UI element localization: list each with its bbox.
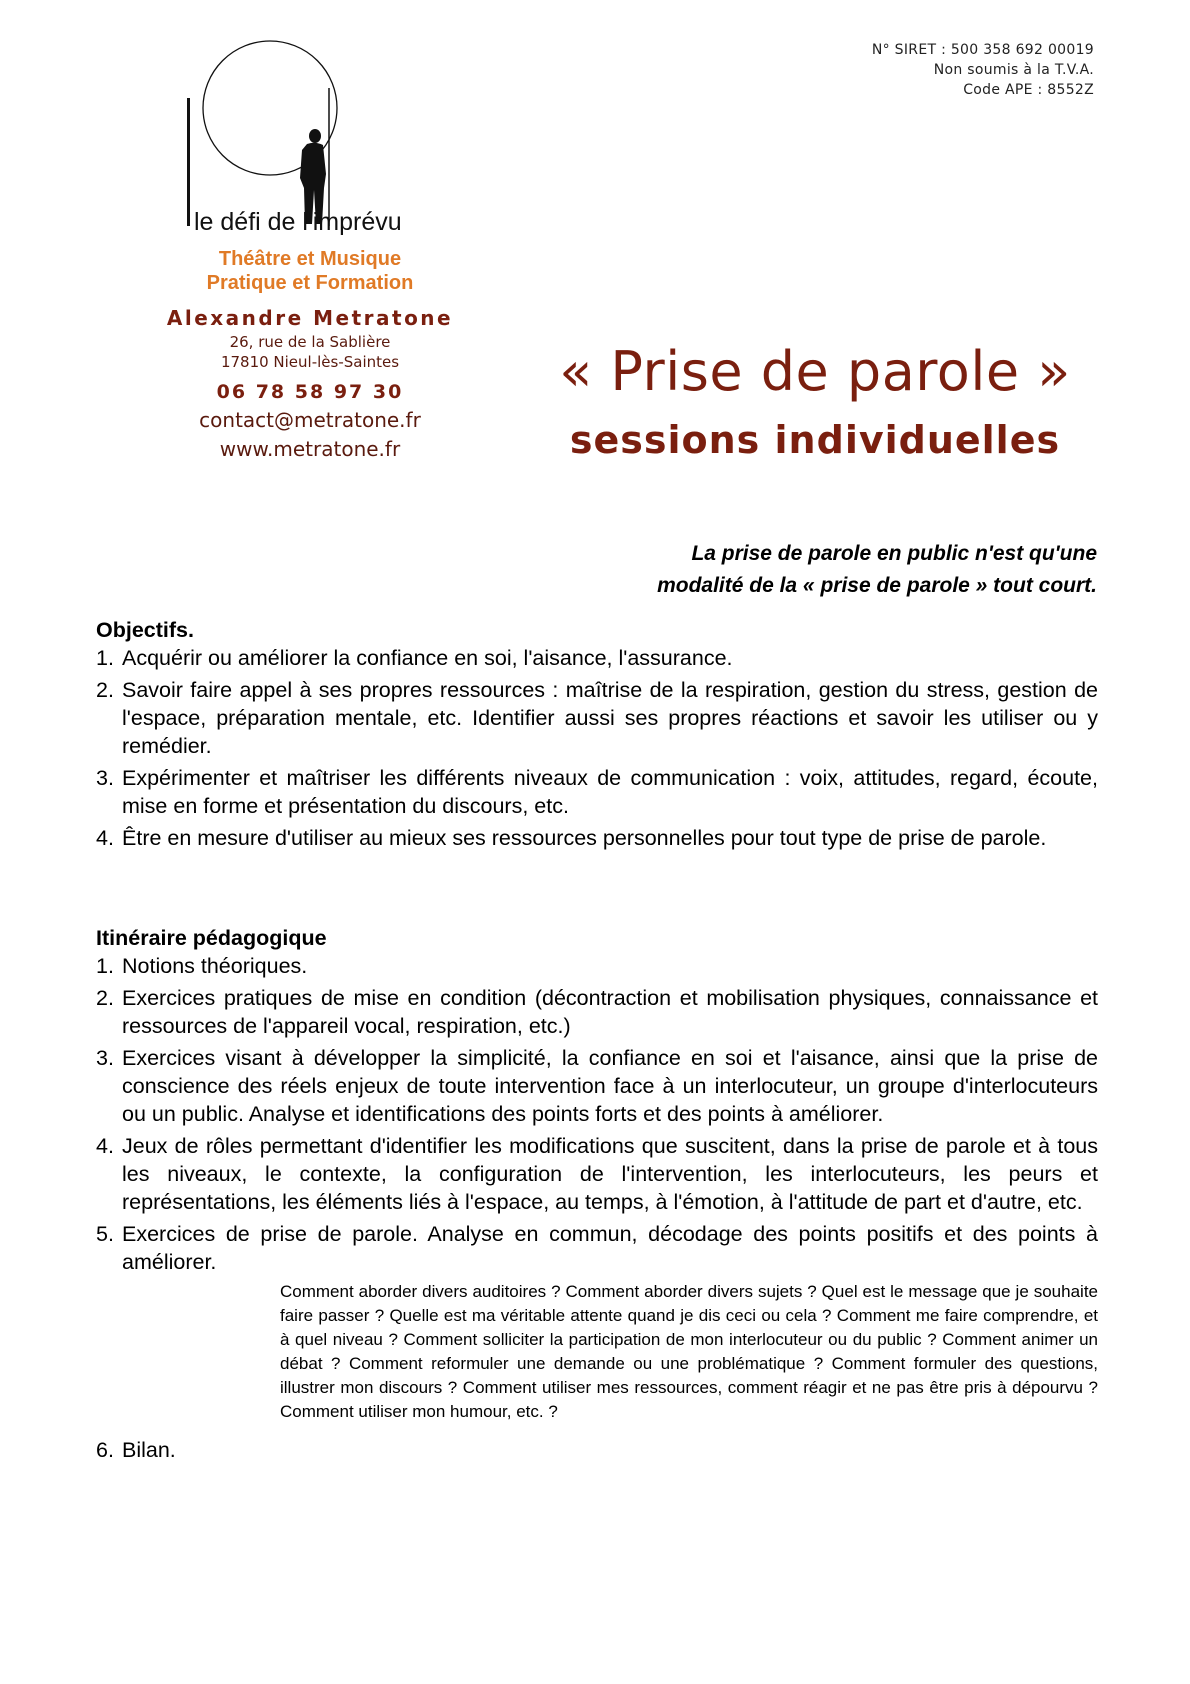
org-tagline-1: Théâtre et Musique <box>218 248 402 270</box>
address-city: 17810 Nieul-lès-Saintes <box>220 353 400 371</box>
itineraire-list <box>96 952 1098 1276</box>
questions-note: Comment aborder divers auditoires ? Comment aborder divers sujets ? Quel est le message que je souhaite faire passer ? Quelle est ma véritable attente quand je dis ceci ou cela ? Comment me faire comprendre, et à quel niveau ? Comment solliciter la participation de mon interlocuteur ou du public ? Comment animer un débat ? Comment reformuler une demande ou une problématique ? Comment formuler des questions, illustrer mon discours ? Comment utiliser mes ressources, comment réagir et ne pas être pris à dépourvu ? Comment utiliser mon humour, etc. ? <box>280 1282 1098 1421</box>
list-item <box>96 824 1098 852</box>
objectifs-section <box>96 616 1098 856</box>
phone-number: 06 78 58 97 30 <box>216 381 404 403</box>
objectifs-list <box>96 644 1098 852</box>
item-text: Être en mesure d'utiliser au mieux ses ressources personnelles pour tout type de prise de parole. <box>122 826 1047 850</box>
page-title: « Prise de parole » <box>559 340 1071 403</box>
item-number: 1. <box>96 646 114 670</box>
address-street: 26, rue de la Sablière <box>229 333 391 351</box>
item-text: Exercices de prise de parole. Analyse en commun, décodage des points positifs et des points à améliorer. <box>122 1222 1098 1274</box>
item-text: Notions théoriques. <box>122 954 308 978</box>
siret-text: N° SIRET : 500 358 692 00019 <box>871 42 1094 58</box>
item-text: Jeux de rôles permettant d'identifier les modifications que suscitent, dans la prise de parole et à tous les niveaux, le contexte, la configuration de l'intervention, les interlocuteurs, les peurs et représentations, les éléments liés à l'espace, au temps, à l'émotion, à l'attitude de part et d'autre, etc. <box>122 1134 1098 1214</box>
list-item <box>96 764 1098 820</box>
person-name: Alexandre Metratone <box>166 306 454 330</box>
address <box>140 332 480 372</box>
item-number: 2. <box>96 986 114 1010</box>
list-item <box>96 984 1098 1040</box>
item-text: Exercices visant à développer la simplicité, la confiance en soi et l'aisance, ainsi que la prise de conscience des réels enjeux de toute intervention face à un interlocuteur, un groupe d'interlocuteurs ou un public. Analyse et identifications des points forts et des points à améliorer. <box>122 1046 1098 1126</box>
quote-line-1: La prise de parole en public n'est qu'une <box>691 542 1097 565</box>
item-number: 5. <box>96 1222 114 1246</box>
website-link[interactable]: www.metratone.fr <box>219 437 401 461</box>
item-text: Bilan. <box>122 1438 176 1462</box>
legal-info <box>872 40 1094 100</box>
section-title-itineraire: Itinéraire pédagogique <box>96 926 327 950</box>
item-text: Expérimenter et maîtriser les différents niveaux de communication : voix, attitudes, regard, écoute, mise en forme et présentation du discours, etc. <box>122 766 1098 818</box>
list-item <box>96 644 1098 672</box>
page-subtitle: sessions individuelles <box>569 418 1061 462</box>
list-item <box>96 1220 1098 1276</box>
org-tagline-2: Pratique et Formation <box>206 272 414 294</box>
item-number: 2. <box>96 678 114 702</box>
itineraire-final <box>96 1436 1098 1464</box>
list-item <box>96 1436 1098 1464</box>
item-text: Acquérir ou améliorer la confiance en soi, l'aisance, l'assurance. <box>122 646 733 670</box>
itineraire-section <box>96 924 1098 1468</box>
list-item <box>96 1044 1098 1128</box>
item-number: 4. <box>96 826 114 850</box>
item-number: 3. <box>96 766 114 790</box>
intro-quote <box>657 538 1097 602</box>
item-text: Exercices pratiques de mise en condition (décontraction et mobilisation physiques, connaissance et ressources de l'appareil vocal, respiration, etc.) <box>122 986 1098 1038</box>
contact-links <box>140 406 480 464</box>
item-number: 4. <box>96 1134 114 1158</box>
item-number: 3. <box>96 1046 114 1070</box>
item-number: 1. <box>96 954 114 978</box>
email-link[interactable]: contact@metratone.fr <box>199 408 421 432</box>
list-item <box>96 952 1098 980</box>
list-item <box>96 676 1098 760</box>
quote-line-2: modalité de la « prise de parole » tout court. <box>657 574 1097 597</box>
list-item <box>96 1132 1098 1216</box>
logo-text: le défi de l'imprévu <box>194 208 402 236</box>
org-tagline <box>140 247 480 295</box>
section-title-objectifs: Objectifs. <box>96 618 194 642</box>
tva-text: Non soumis à la T.V.A. <box>933 62 1094 78</box>
ape-text: Code APE : 8552Z <box>963 82 1094 98</box>
item-text: Savoir faire appel à ses propres ressources : maîtrise de la respiration, gestion du stress, gestion de l'espace, préparation mentale, etc. Identifier aussi ses propres réactions et savoir les utiliser ou y remédier. <box>122 678 1098 758</box>
item-number: 6. <box>96 1438 114 1462</box>
